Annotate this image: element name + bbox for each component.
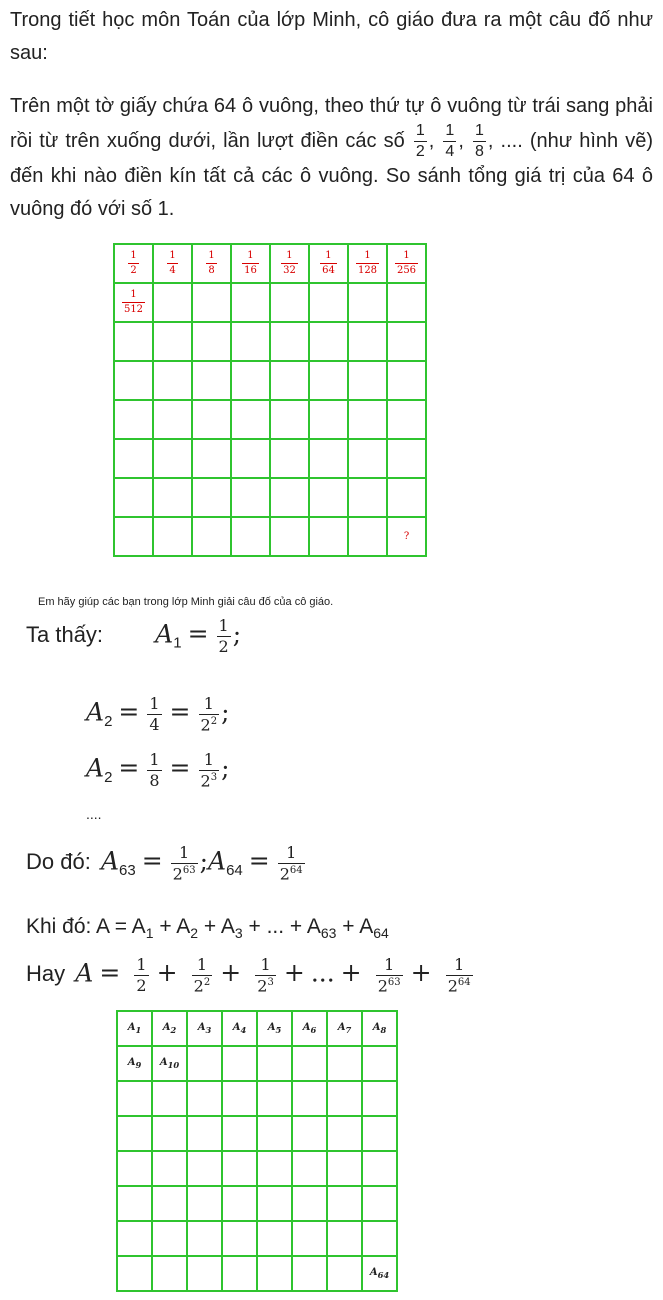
grid-cell: $A_4$ [222, 1011, 257, 1046]
grid-cell [153, 283, 192, 322]
fraction-quarter: $\frac{1}{4}$ [445, 122, 455, 160]
intro-paragraph [10, 4, 653, 70]
ta-thay-label: Ta thấy: [26, 622, 104, 648]
grid-cell-a64: $A_{64}$ [362, 1256, 397, 1291]
grid-row [114, 478, 426, 517]
solution-sum-expanded: Hay A = $\frac{1}{2}$ + $\frac{1}{2^2}$ + $\frac{1}{2^3}$ + ... + $\frac{1}{2^{63}}$ + $\frac{1}{2^{64}}$ [26, 955, 471, 996]
grid-cell: $A_6$ [292, 1011, 327, 1046]
grid-row [117, 1221, 397, 1256]
grid-row [114, 283, 426, 322]
grid-cell: $A_7$ [327, 1011, 362, 1046]
grid-row [114, 517, 426, 556]
solution-line-a3: $A_2$ = $\frac{1}{8}$ = $\frac{1}{2^3}$ ; [86, 750, 230, 791]
do-do-label: Do đó: [26, 849, 91, 875]
fraction-eighth: $\frac{1}{8}$ [474, 122, 484, 160]
grid-caption: Em hãy giúp các bạn trong lớp Minh giải câu đố của cô giáo. [38, 596, 334, 608]
grid-cell: $\frac{1}{128}$ [348, 244, 387, 283]
grid-cell: $\frac{1}{64}$ [309, 244, 348, 283]
grid-cell: $A_5$ [257, 1011, 292, 1046]
grid-cell [387, 283, 426, 322]
problem-text-before: Trên một tờ giấy chứa 64 ô vuông, theo thứ tự ô vuông từ trái sang phải rồi từ trên xuống dưới, lần lượt điền các số [10, 95, 653, 152]
question-cell: ? [387, 517, 426, 556]
grid-row [114, 361, 426, 400]
grid-cell: $A_3$ [187, 1011, 222, 1046]
grid-cell [348, 283, 387, 322]
hay-label: Hay [26, 961, 66, 987]
grid-cell: $\frac{1}{4}$ [153, 244, 192, 283]
grid-cell: $\frac{1}{32}$ [270, 244, 309, 283]
grid-cell: $A_1$ [117, 1011, 152, 1046]
grid-row [114, 244, 426, 283]
solution-dots: .... [86, 806, 102, 822]
solution-line-a63-a64: Do đó: $A_{63}$ = $\frac{1}{2^{63}}$ $;A_{64}$ = $\frac{1}{2^{64}}$ [26, 843, 303, 884]
grid-row [117, 1046, 397, 1081]
a-label-grid [116, 1010, 398, 1292]
grid-cell [192, 283, 231, 322]
solution-sum-definition: Khi đó: $A = A_1 + A_2 + A_3$ + ... + $A_{63} + A_{64}$ [26, 915, 389, 942]
fraction-separator: , [458, 129, 464, 152]
grid-cell: $\frac{1}{16}$ [231, 244, 270, 283]
grid-cell [270, 283, 309, 322]
grid-cell: $\frac{1}{512}$ [114, 283, 153, 322]
grid-cell: $\frac{1}{8}$ [192, 244, 231, 283]
grid-cell: $\frac{1}{2}$ [114, 244, 153, 283]
grid-cell: $A_{10}$ [152, 1046, 187, 1081]
solution-line-a2: $A_2$ = $\frac{1}{4}$ = $\frac{1}{2^2}$ ; [86, 694, 230, 735]
grid-row [117, 1151, 397, 1186]
fraction-grid [113, 243, 427, 557]
intro-text: Trong tiết học môn Toán của lớp Minh, cô giáo đưa ra một câu đố như sau: [10, 9, 653, 64]
problem-text-after: (như hình vẽ) đến khi nào điền kín tất cả các ô vuông. So sánh tổng giá trị của 64 ô vuông đó với số 1. [10, 129, 654, 220]
grid-row [117, 1256, 397, 1291]
problem-paragraph [10, 90, 653, 226]
grid-row [117, 1186, 397, 1221]
grid-row [114, 400, 426, 439]
grid-row [114, 439, 426, 478]
grid-row [117, 1081, 397, 1116]
fraction-separator: , [428, 129, 435, 152]
grid-row [114, 322, 426, 361]
grid-row [117, 1116, 397, 1151]
grid-cell: $A_9$ [117, 1046, 152, 1081]
solution-line-a1: Ta thấy: $A_1$ = $\frac{1}{2}$ ; [26, 616, 242, 656]
problem-ellipsis: , .... [487, 129, 523, 152]
grid-cell: $A_8$ [362, 1011, 397, 1046]
fraction-half: $\frac{1}{2}$ [415, 122, 425, 160]
grid-row [117, 1011, 397, 1046]
grid-cell [231, 283, 270, 322]
grid-cell: $A_2$ [152, 1011, 187, 1046]
grid-cell [309, 283, 348, 322]
grid-cell: $\frac{1}{256}$ [387, 244, 426, 283]
